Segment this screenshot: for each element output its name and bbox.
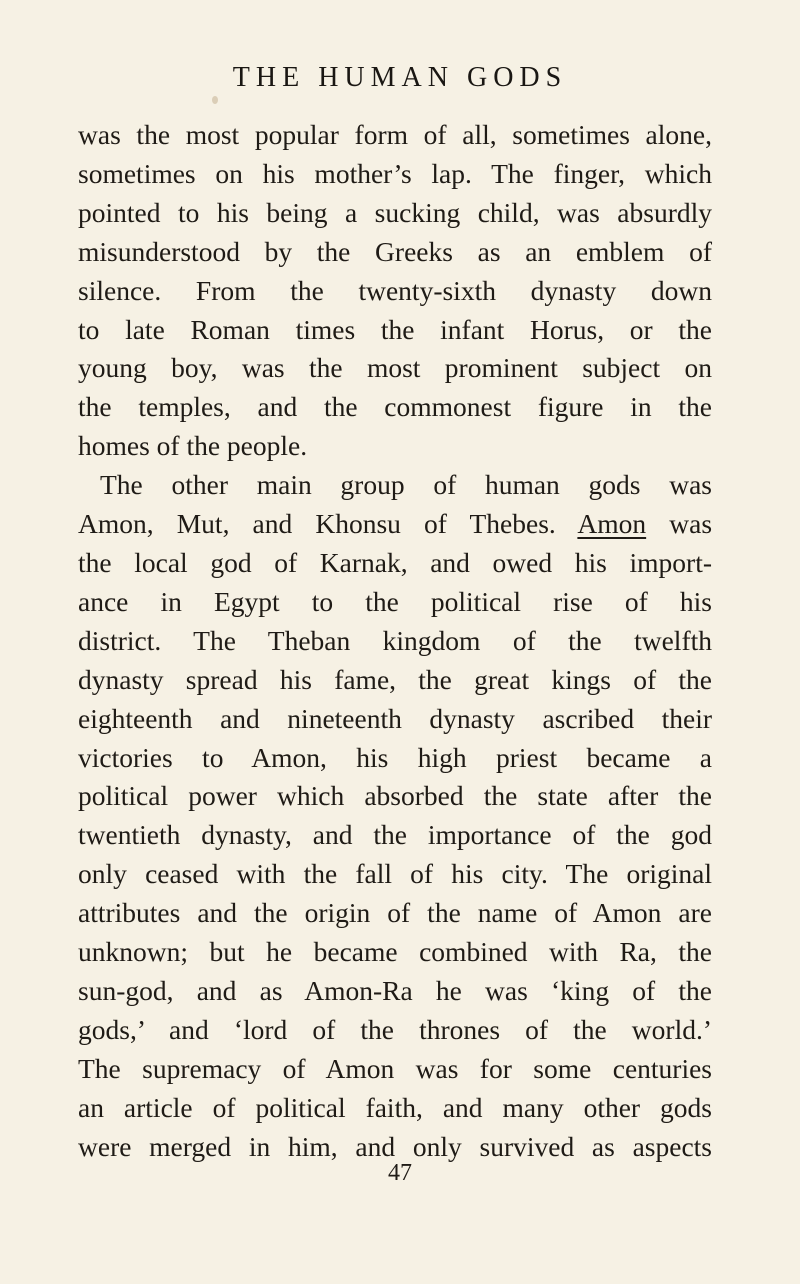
text-line: young boy, was the most prominent subject on — [78, 352, 712, 384]
text-line: twentieth dynasty, and the importance of the god — [78, 819, 712, 851]
text-line: gods,’ and ‘lord of the thrones of the world.’ — [78, 1013, 712, 1045]
text-line: an article of political faith, and many other gods — [78, 1091, 712, 1123]
text-line: silence. From the twenty-sixth dynasty down — [78, 274, 712, 306]
text-line: attributes and the origin of the name of Amon are — [78, 897, 712, 929]
text-line: only ceased with the fall of his city. The original — [78, 858, 712, 890]
text-line-with-underline — [78, 505, 712, 544]
text-line: victories to Amon, his high priest became a — [78, 741, 712, 773]
ink-smudge — [212, 96, 218, 104]
text-line: were merged in him, and only survived as aspects — [78, 1130, 712, 1162]
text-line: dynasty spread his fame, the great kings of the — [78, 663, 712, 695]
underlined-word: Amon — [577, 508, 647, 540]
text-line: ance in Egypt to the political rise of his — [78, 585, 712, 617]
paragraph-start-line: The other main group of human gods was — [100, 469, 712, 501]
text-line: the temples, and the commonest figure in the — [78, 391, 712, 423]
body-text — [78, 116, 712, 1166]
text-line: to late Roman times the infant Horus, or the — [78, 313, 712, 345]
text-line: sun-god, and as Amon-Ra he was ‘king of the — [78, 974, 712, 1006]
text-line: eighteenth and nineteenth dynasty ascribed their — [78, 702, 712, 734]
text-line: was the most popular form of all, sometimes alone, — [78, 119, 712, 150]
text-line: the local god of Karnak, and owed his import- — [78, 546, 712, 578]
text-line: sometimes on his mother’s lap. The finger, which — [78, 157, 712, 189]
text-line: homes of the people. — [78, 430, 308, 462]
text-segment: Amon, Mut, and Khonsu of Thebes. — [78, 508, 556, 540]
running-head: THE HUMAN GODS — [232, 62, 568, 93]
text-line: The supremacy of Amon was for some centuries — [78, 1052, 712, 1084]
text-line: political power which absorbed the state after the — [78, 780, 712, 812]
page-number: 47 — [388, 1160, 412, 1186]
text-line: unknown; but he became combined with Ra, the — [78, 936, 712, 968]
text-segment: was — [669, 508, 713, 540]
text-line: misunderstood by the Greeks as an emblem of — [78, 235, 712, 267]
text-line: district. The Theban kingdom of the twelfth — [78, 624, 712, 656]
text-line: pointed to his being a sucking child, was absurdly — [78, 196, 712, 228]
